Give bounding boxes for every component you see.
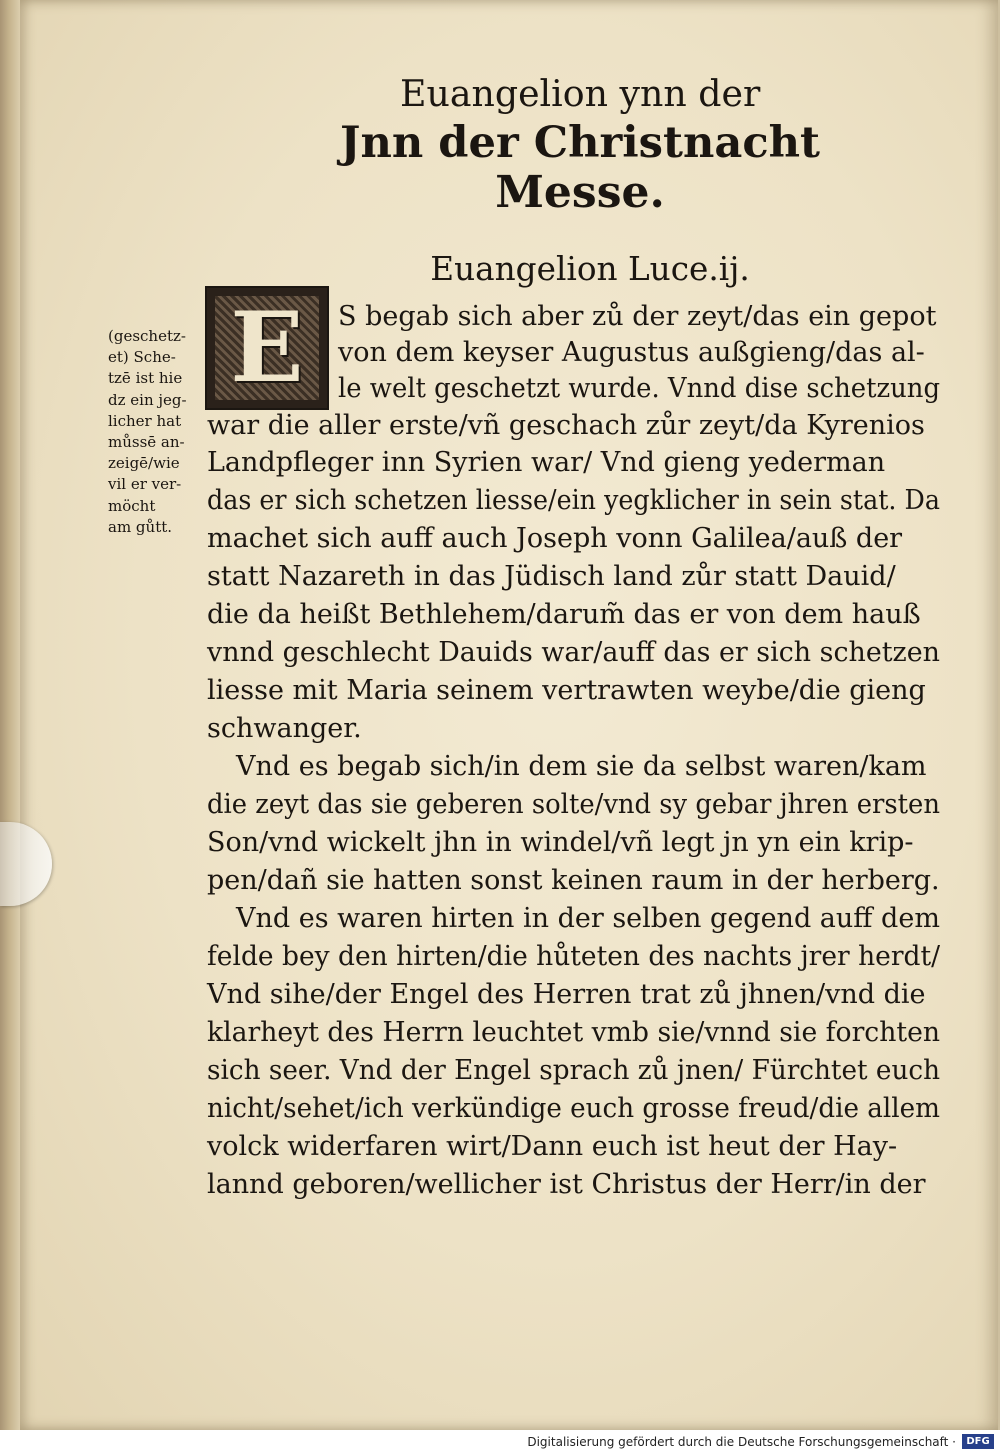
body-line: Vnd sihe/der Engel des Herren trat zů jhnen/vnd die — [207, 979, 926, 1010]
margin-note-line: am gůtt. — [108, 517, 173, 536]
body-line: felde bey den hirten/die hůteten des nachts jrer herdt/ — [207, 941, 941, 972]
margin-note-line: (geschetz- — [108, 327, 186, 345]
gospel-heading: Euangelion Luce.ij. — [430, 250, 750, 288]
body-line: le welt geschetzt wurde. Vnnd dise schetzung — [338, 373, 941, 404]
body-line: war die aller erste/vñ geschach zůr zeyt/da Kyrenios — [207, 410, 925, 441]
drop-cap-ornament — [205, 286, 329, 410]
body-line: Vnd es waren hirten in der selben gegend auff dem — [236, 903, 940, 934]
page-edge-left — [0, 0, 22, 1430]
body-line: nicht/sehet/ich verkündige euch grosse freud/die allem — [207, 1093, 941, 1124]
body-line: statt Nazareth in das Jüdisch land zůr statt Dauid/ — [207, 561, 896, 592]
footer-bar — [0, 1430, 1000, 1454]
margin-note-line: vil er ver- — [108, 475, 182, 494]
body-line: Son/vnd wickelt jhn in windel/vñ legt jn yn ein krip- — [207, 827, 914, 858]
body-line: liesse mit Maria seinem vertrawten weybe/die gieng — [207, 675, 926, 706]
margin-note-line: möcht — [108, 496, 156, 515]
margin-note-line: zeigē/wie — [108, 454, 180, 473]
page-title-line-1: Euangelion ynn der — [400, 72, 761, 115]
dfg-logo: DFG — [962, 1434, 994, 1449]
margin-note-line: můssē an- — [108, 433, 185, 452]
body-line: pen/dañ sie hatten sonst keinen raum in der herberg. — [207, 865, 940, 896]
drop-cap-pattern — [215, 291, 319, 404]
body-line: klarheyt des Herrn leuchtet vmb sie/vnnd sie forchten — [207, 1017, 941, 1048]
margin-note-line: dz ein jeg- — [108, 390, 187, 409]
body-line: schwanger. — [207, 713, 362, 744]
body-line: lannd geboren/wellicher ist Christus der Herr/in der — [207, 1169, 926, 1200]
drop-cap-letter: E — [230, 291, 304, 404]
margin-note — [108, 326, 200, 538]
page-title-line-3: Messe. — [495, 167, 665, 218]
body-line: sich seer. Vnd der Engel sprach zů jnen/ Fürchtet euch — [207, 1055, 941, 1086]
margin-note-line: tzē ist hie — [108, 369, 183, 388]
body-line: Vnd es begab sich/in dem sie da selbst waren/kam — [236, 751, 927, 782]
body-line: S begab sich aber zů der zeyt/das ein gepot — [338, 301, 937, 332]
body-line: machet sich auff auch Joseph vonn Galilea/auß der — [207, 523, 903, 554]
body-line: die zeyt das sie geberen solte/vnd sy gebar jhren ersten — [207, 789, 940, 820]
margin-note-line: licher hat — [108, 411, 182, 430]
body-line: Landpfleger inn Syrien war/ Vnd gieng yederman — [207, 447, 886, 478]
body-line: die da heißt Bethlehem/darum̃ das er von dem hauß — [207, 599, 921, 630]
body-line: volck widerfaren wirt/Dann euch ist heut der Hay- — [207, 1131, 898, 1162]
body-line: vnnd geschlecht Dauids war/auff das er sich schetzen — [207, 637, 940, 668]
footer-credit: Digitalisierung gefördert durch die Deutsche Forschungsgemeinschaft · — [527, 1435, 956, 1449]
body-line: von dem keyser Augustus außgieng/das al- — [338, 337, 925, 368]
margin-note-line: et) Sche- — [108, 348, 176, 367]
page-title-line-2: Jnn der Christnacht — [340, 117, 820, 168]
body-line: das er sich schetzen liesse/ein yegklicher in sein stat. Da — [207, 485, 940, 516]
